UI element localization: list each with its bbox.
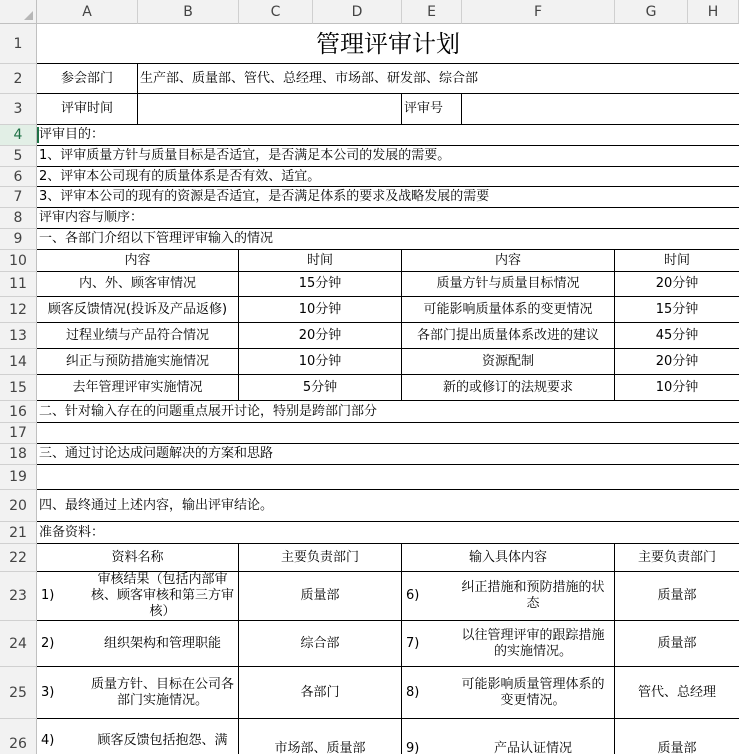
input-table-cell[interactable]: 纠正与预防措施实施情况	[37, 349, 239, 375]
purpose-item-cell[interactable]: 1、评审质量方针与质量目标是否适宜，是否满足本公司的发展的需要。	[37, 146, 739, 167]
input-table-cell[interactable]: 新的或修订的法规要求	[402, 375, 615, 401]
review-no-label-cell[interactable]: 评审号	[402, 94, 462, 125]
section4-cell[interactable]: 四、最终通过上述内容，输出评审结论。	[37, 490, 739, 522]
column-header-c[interactable]: C	[239, 0, 313, 24]
item-number: 8)	[406, 684, 420, 700]
input-header-content-cell[interactable]: 内容	[402, 250, 615, 272]
input-table-cell[interactable]: 质量方针与质量目标情况	[402, 272, 615, 297]
row-header-19[interactable]: 19	[0, 465, 37, 490]
review-time-value-cell[interactable]	[138, 94, 402, 125]
row-header-14[interactable]: 14	[0, 349, 37, 375]
row-header-5[interactable]: 5	[0, 146, 37, 167]
input-table-cell[interactable]: 内、外、顾客审情况	[37, 272, 239, 297]
section2-cell[interactable]: 二、针对输入存在的问题重点展开讨论，特别是跨部门部分	[37, 401, 739, 423]
row-header-2[interactable]: 2	[0, 64, 37, 94]
item-text: 产品认证情况	[493, 741, 572, 754]
column-header-b[interactable]: B	[138, 0, 239, 24]
input-table-cell[interactable]: 20分钟	[239, 323, 402, 349]
row-header-4[interactable]: 4	[0, 125, 37, 146]
column-header-d[interactable]: D	[313, 0, 402, 24]
column-header-f[interactable]: F	[462, 0, 615, 24]
input-table-cell[interactable]: 可能影响质量体系的变更情况	[402, 297, 615, 323]
prep-table-cell[interactable]: 市场部、质量部	[239, 719, 402, 754]
prep-table-cell[interactable]	[402, 621, 615, 667]
input-header-time-cell[interactable]: 时间	[239, 250, 402, 272]
input-table-cell[interactable]: 资源配制	[402, 349, 615, 375]
input-header-content-cell[interactable]: 内容	[37, 250, 239, 272]
item-text: 顾客反馈包括抱怨、满	[97, 733, 228, 748]
title-cell[interactable]: 管理评审计划	[37, 24, 739, 64]
input-header-time-cell[interactable]: 时间	[615, 250, 739, 272]
input-table-cell[interactable]: 20分钟	[615, 272, 739, 297]
participants-label-cell[interactable]: 参会部门	[37, 64, 138, 94]
item-number: 2)	[41, 635, 55, 651]
section3-cell[interactable]: 三、通过讨论达成问题解决的方案和思路	[37, 444, 739, 465]
row-header-13[interactable]: 13	[0, 323, 37, 349]
item-text: 可能影响质量管理体系的变更情况。	[461, 676, 605, 708]
row-header-26[interactable]: 26	[0, 719, 37, 754]
row-header-22[interactable]: 22	[0, 544, 37, 572]
prep-table-cell[interactable]	[402, 667, 615, 719]
prep-header-input-cell[interactable]: 输入具体内容	[402, 544, 615, 572]
item-number: 9)	[406, 741, 420, 754]
item-text: 组织架构和管理职能	[103, 635, 221, 651]
row-header-18[interactable]: 18	[0, 444, 37, 465]
prep-table-cell[interactable]	[37, 572, 239, 621]
input-table-cell[interactable]: 15分钟	[239, 272, 402, 297]
section1-cell[interactable]: 一、各部门介绍以下管理评审输入的情况	[37, 229, 739, 250]
prep-table-cell[interactable]: 质量部	[615, 572, 739, 621]
row-header-3[interactable]: 3	[0, 94, 37, 125]
row-header-11[interactable]: 11	[0, 272, 37, 297]
input-table-cell[interactable]: 10分钟	[239, 297, 402, 323]
empty-row-cell[interactable]	[37, 465, 739, 490]
select-all-corner[interactable]	[0, 0, 37, 24]
item-number: 4)	[41, 733, 55, 748]
prep-header-dept-cell[interactable]: 主要负责部门	[615, 544, 739, 572]
row-header-20[interactable]: 20	[0, 490, 37, 522]
column-header-a[interactable]: A	[37, 0, 138, 24]
item-number: 1)	[41, 588, 55, 603]
purpose-item-cell[interactable]: 2、评审本公司现有的质量体系是否有效、适宜。	[37, 167, 739, 187]
prep-table-cell[interactable]: 质量部	[615, 621, 739, 667]
input-table-cell[interactable]: 顾客反馈情况(投诉及产品返修)	[37, 297, 239, 323]
row-header-25[interactable]: 25	[0, 667, 37, 719]
item-number: 7)	[406, 635, 420, 651]
participants-value-cell[interactable]: 生产部、质量部、管代、总经理、市场部、研发部、综合部	[138, 64, 739, 94]
select-all-triangle-icon	[24, 11, 33, 20]
purpose-item-cell[interactable]: 3、评审本公司的现有的资源是否适宜，是否满足体系的要求及战略发展的需要	[37, 187, 739, 208]
row-header-1[interactable]: 1	[0, 24, 37, 64]
prep-table-cell[interactable]: 管代、总经理	[615, 667, 739, 719]
active-cell-indicator	[37, 127, 39, 143]
prep-table-cell[interactable]: 各部门	[239, 667, 402, 719]
row-header-16[interactable]: 16	[0, 401, 37, 423]
row-header-23[interactable]: 23	[0, 572, 37, 621]
row-header-6[interactable]: 6	[0, 167, 37, 187]
empty-row-cell[interactable]	[37, 423, 739, 444]
row-header-21[interactable]: 21	[0, 522, 37, 544]
prep-table-cell[interactable]	[37, 621, 239, 667]
input-table-cell[interactable]: 10分钟	[615, 375, 739, 401]
prep-table-cell[interactable]	[37, 667, 239, 719]
review-time-label-cell[interactable]: 评审时间	[37, 94, 138, 125]
prep-header-name-cell[interactable]: 资料名称	[37, 544, 239, 572]
item-text: 以往管理评审的跟踪措施的实施情况。	[461, 627, 605, 659]
column-header-h[interactable]: H	[688, 0, 739, 24]
input-table-cell[interactable]: 15分钟	[615, 297, 739, 323]
prep-table-cell[interactable]: 综合部	[239, 621, 402, 667]
input-table-cell[interactable]: 5分钟	[239, 375, 402, 401]
prep-table-cell[interactable]: 质量部	[615, 719, 739, 754]
review-no-value-cell[interactable]	[462, 94, 739, 125]
row-header-9[interactable]: 9	[0, 229, 37, 250]
purpose-heading-cell[interactable]: 评审目的：	[37, 125, 739, 146]
prep-table-cell[interactable]	[402, 572, 615, 621]
prep-header-dept-cell[interactable]: 主要负责部门	[239, 544, 402, 572]
input-table-cell[interactable]: 过程业绩与产品符合情况	[37, 323, 239, 349]
row-header-8[interactable]: 8	[0, 208, 37, 229]
row-header-24[interactable]: 24	[0, 621, 37, 667]
row-header-10[interactable]: 10	[0, 250, 37, 272]
input-table-cell[interactable]: 10分钟	[239, 349, 402, 375]
prep-table-cell[interactable]	[402, 719, 615, 754]
item-number: 3)	[41, 684, 55, 700]
column-header-g[interactable]: G	[615, 0, 688, 24]
row-header-17[interactable]: 17	[0, 423, 37, 444]
item-text: 审核结果（包括内部审核、顾客审核和第三方审核）	[91, 572, 235, 619]
input-table-cell[interactable]: 20分钟	[615, 349, 739, 375]
item-number: 6)	[406, 588, 420, 603]
prep-heading-cell[interactable]: 准备资料：	[37, 522, 739, 544]
row-header-15[interactable]: 15	[0, 375, 37, 401]
row-header-7[interactable]: 7	[0, 187, 37, 208]
content-heading-cell[interactable]: 评审内容与顺序：	[37, 208, 739, 229]
input-table-cell[interactable]: 各部门提出质量体系改进的建议	[402, 323, 615, 349]
input-table-cell[interactable]: 去年管理评审实施情况	[37, 375, 239, 401]
input-table-cell[interactable]: 45分钟	[615, 323, 739, 349]
item-text: 纠正措施和预防措施的状态	[461, 580, 605, 611]
row-header-12[interactable]: 12	[0, 297, 37, 323]
prep-table-cell[interactable]	[37, 719, 239, 754]
column-header-e[interactable]: E	[402, 0, 462, 24]
prep-table-cell[interactable]: 质量部	[239, 572, 402, 621]
item-text: 质量方针、目标在公司各部门实施情况。	[91, 676, 235, 708]
